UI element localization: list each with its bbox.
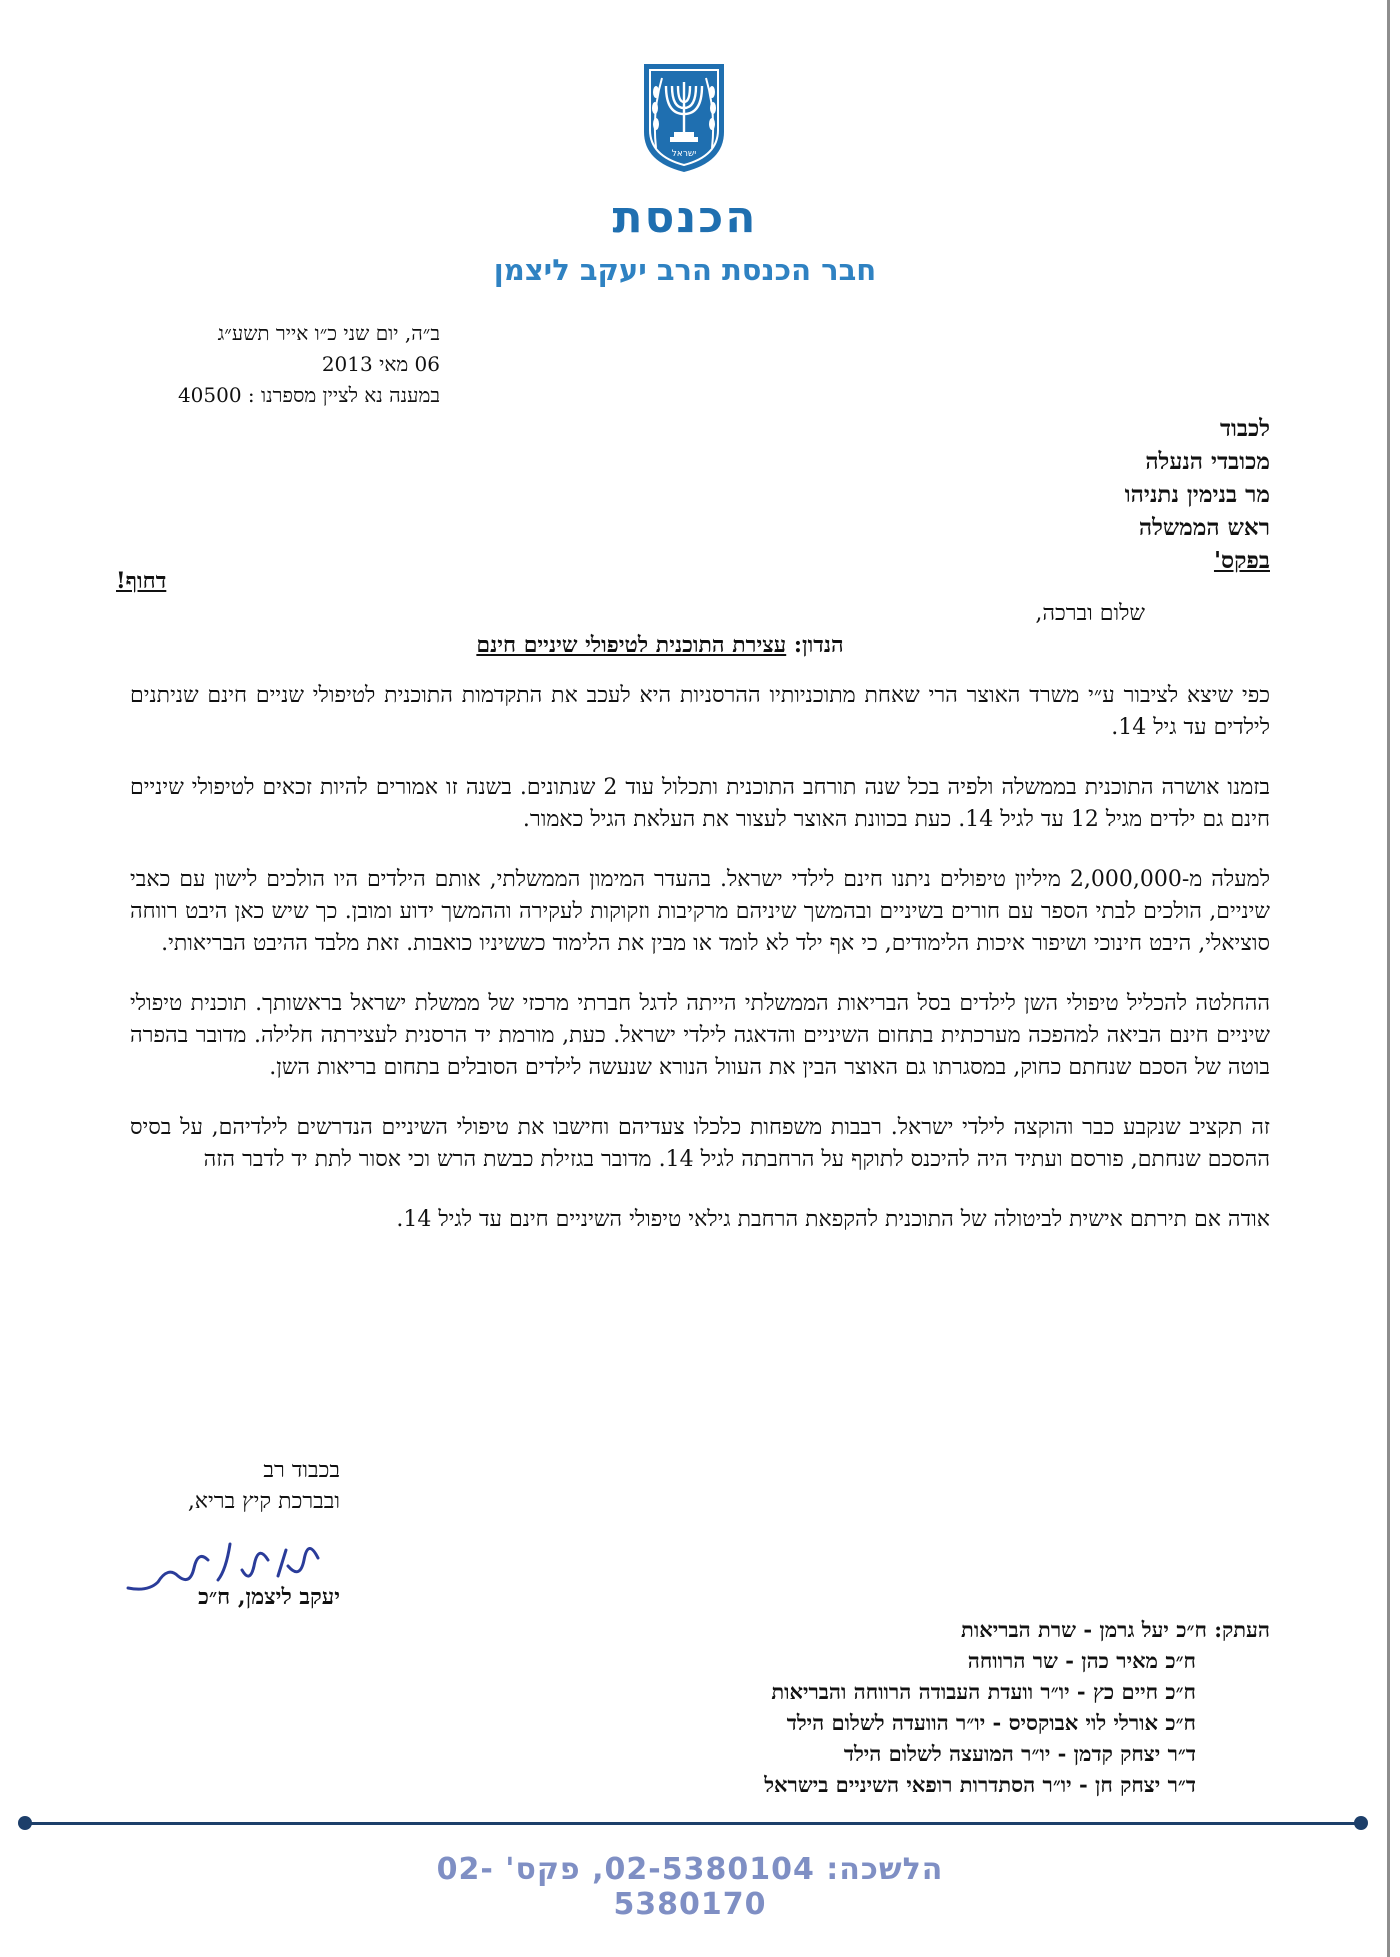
office-contact: הלשכה: 02-5380104, פקס' 02-5380170 [436, 1852, 944, 1922]
reference-number: במענה נא לציין מספרנו : 40500 [177, 383, 440, 407]
addressee-line: ראש הממשלה [1138, 514, 1270, 541]
footer-divider [22, 1822, 1362, 1825]
cc-item: ד״ר יצחק חן - יו״ר הסתדרות רופאי השיניים בישראל [764, 1772, 1196, 1797]
hebrew-date: ב״ה, יום שני כ״ו אייר תשע״ג [217, 321, 440, 345]
emblem-caption: ישראל [671, 149, 697, 159]
body-paragraph: בזמנו אושרה התוכנית בממשלה ולפיה בכל שנה תורחב התוכנית ותכלול עוד 2 שנתונים. בשנה זו אמורים להיות זכאים לטיפולי שיניים חינם גם ילדים מגיל 12 עד לגיל 14. כעת בכוונת האוצר לעצור את העלאת הגיל כאמור. [130, 775, 1270, 832]
body-paragraph: למעלה מ-2,000,000 מיליון טיפולים ניתנו חינם לילדי ישראל. בהעדר המימון הממשלתי, אותם הילדים היו הולכים לישון עם כאבי שיניים, הולכים לבתי הספר עם חורים בשיניים ובהמשך שיניהם מרקיבות וזקוקות לעקירה וההמשך ידוע ומובן. כך שיש כאן היבט רווחה סוציאלי, היבט חינוכי ושיפור איכות הלימודים, כי אף ילד לא לומד או מבין את הלימוד כששיניו כואבות. זאת מלבד ההיבט הבריאותי. [130, 867, 1270, 956]
cc-block [550, 1614, 1270, 1800]
body-paragraph: זה תקציב שנקבע כבר והוקצה לילדי ישראל. רבבות משפחות כלכלו צעדיהם וחישבו את טיפולי השיניים הנדרשים לילדיהם, על בסיס ההסכם שנחתם, פורסם ועתיד היה להיכנס לתוקף על הרחבתה לגיל 14. מדובר בגזילת כבשת הרש וכי אסור לתת יד לדבר הזה [130, 1115, 1270, 1172]
urgent-label: דחוף! [116, 568, 167, 594]
addressee-fax: בפקס' [1213, 547, 1270, 574]
closing-line: ובברכת קיץ בריא, [187, 1489, 340, 1514]
closing-block [110, 1455, 340, 1517]
institution-title: הכנסת [612, 192, 758, 243]
subject-line [360, 632, 960, 658]
knesset-emblem-icon [640, 62, 728, 174]
cc-item: ח״כ יעל גרמן - שרת הבריאות [961, 1617, 1207, 1642]
date-block [110, 318, 440, 411]
letter-body [130, 680, 1270, 1264]
body-paragraph: ההחלטה להכליל טיפולי השן לילדים בסל הבריאות הממשלתי הייתה לדגל חברתי מרכזי של ממשלת ישראל בראשותך. תוכנית טיפולי שיניים חינם הביאה למהפכה מערכתית בתחום השיניים והדאגה לילדי ישראל. כעת, מורמת יד הרסנית לעצירתה חלילה. מדובר בהפרה בוטה של הסכם שנחתם כחוק, במסגרתו גם האוצר הבין את העוול הנורא שנעשה לילדים הסובלים בתחום בריאות השן. [130, 991, 1270, 1080]
signer-name: יעקב ליצמן, ח״כ [198, 1584, 340, 1610]
cc-item: ח״כ מאיר כהן - שר הרווחה [967, 1648, 1196, 1673]
addressee-line: מכובדי הנעלה [1145, 448, 1270, 475]
gregorian-date: 06 מאי 2013 [321, 352, 440, 376]
addressee-line: לכבוד [1219, 415, 1270, 442]
cc-item: ח״כ חיים כץ - יו״ר וועדת העבודה הרווחה והבריאות [771, 1679, 1196, 1704]
subject-label: הנדון: [793, 632, 844, 658]
cc-item: ד״ר יצחק קדמן - יו״ר המועצה לשלום הילד [843, 1741, 1196, 1766]
body-paragraph: אודה אם תירתם אישית לביטולה של התוכנית להקפאת הרחבת גילאי טיפולי השיניים חינם עד לגיל 14. [396, 1207, 1270, 1232]
divider-dot-right [1354, 1816, 1368, 1830]
closing-line: בכבוד רב [263, 1458, 340, 1483]
subject-text: עצירת התוכנית לטיפולי שיניים חינם [476, 632, 787, 658]
page-edge-line [1387, 0, 1390, 1957]
greeting: שלום וברכה, [1035, 601, 1145, 626]
cc-label: העתק: [1214, 1617, 1270, 1642]
body-paragraph: כפי שיצא לציבור ע״י משרד האוצר הרי שאחת מתוכניותיו ההרסניות היא לעכב את התקדמות התוכנית לטיפולי שניים חינם שניתנים לילדים עד גיל 14. [130, 683, 1270, 740]
divider-dot-left [18, 1816, 32, 1830]
cc-item: ח״כ אורלי לוי אבוקסיס - יו״ר הוועדה לשלום הילד [786, 1710, 1196, 1735]
addressee-line: מר בנימין נתניהו [1124, 481, 1270, 508]
addressee-block [870, 412, 1270, 577]
mk-title: חבר הכנסת הרב יעקב ליצמן [493, 253, 877, 287]
